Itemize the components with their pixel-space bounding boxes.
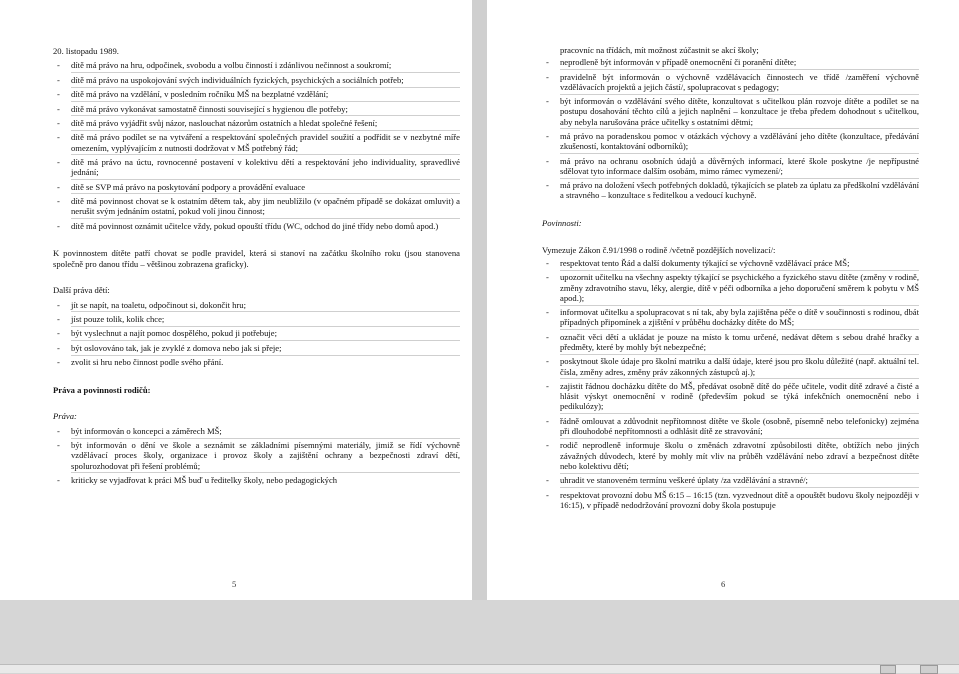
list-item-text: dítě má právo na vzdělání, v posledním ročníku MŠ na bezplatné vzdělání; [71,89,329,100]
parent-rights-list-left [53,426,460,485]
item-separator [71,355,460,356]
dash-bullet: - [546,57,549,68]
list-item [53,328,460,338]
item-separator [71,326,460,327]
parent-duties-list [542,258,919,510]
item-separator [71,193,460,194]
list-item [542,332,919,352]
item-separator [71,438,460,439]
list-item [53,89,460,99]
item-separator [560,354,919,355]
item-separator [560,438,919,439]
item-separator [560,413,919,414]
list-item [53,357,460,367]
dash-bullet: - [546,475,549,486]
list-item-text: respektovat provozní dobu MŠ 6:15 – 16:15 (tzn. vyzvednout dítě a opouštět budovu školy nejpozději v 16:15), v případě nedodržování provozní doby škola postupuje [560,489,919,510]
list-item [53,440,460,471]
dash-bullet: - [57,117,60,128]
dash-bullet: - [546,71,549,82]
view-print-icon[interactable] [920,665,938,674]
parents-heading: Práva a povinnosti rodičů: [53,384,151,395]
list-item [53,196,460,216]
dash-bullet: - [57,342,60,353]
list-item-text: má právo na ochranu osobních údajů a důvěrných informací, které škole poskytne /je nepřípustné sdělovat tyto informace dalším osobám, mimo rámec vymezení/; [560,155,919,176]
dash-bullet: - [546,356,549,367]
list-item-text: má právo na doložení všech potřebných dokladů, týkajících se plateb za úplatu za předškolní vzdělávání a stravného – konzultace s ředitelkou a vedoucí kuchyně. [560,180,919,201]
list-item [53,475,460,485]
dash-bullet: - [57,313,60,324]
list-item-text: pravidelně být informován o výchovně vzdělávacích činnostech ve třídě /zaměření výchovně vzdělávacích projektů a jejich částí/, spolupracovat s pedagogy; [560,71,919,92]
list-item-text: dítě má povinnost chovat se k ostatním dětem tak, aby jim neublížilo (v opačném případě se dokázat omluvit) a nerušit svým jednáním ostatní, pokud volí jinou činnost; [71,195,460,217]
dash-bullet: - [546,180,549,191]
duties-intro: Vymezuje Zákon č.91/1998 o rodině /včetně pozdějších novelizací/: [542,244,776,255]
list-item [542,131,919,151]
list-item [542,180,919,200]
item-separator [560,487,919,488]
dash-bullet: - [546,380,549,391]
list-item-text: dítě má právo vyjádřit svůj názor, naslouchat názorům ostatních a hledat společné řešení; [71,117,378,128]
item-separator [71,115,460,116]
list-item-text: dítě má právo na hru, odpočinek, svobodu a volbu činností i zdánlivou nečinnost a soukromí; [71,60,392,71]
list-item-text: dítě má právo podílet se na vytváření a respektování společných pravidel soužití a podřídit se v nezbytné míře omezením, vyplývajícím z nutnosti dodržovat v MŠ potřebný řád; [71,132,460,153]
dash-bullet: - [57,103,60,114]
item-separator [560,94,919,95]
list-item [53,104,460,114]
item-separator [560,270,919,271]
other-rights-heading: Další práva dětí: [53,285,110,296]
list-item-text: kriticky se vyjadřovat k práci MŠ buď u ředitelky školy, nebo pedagogických [71,474,338,485]
dash-bullet: - [57,299,60,310]
list-item [542,156,919,176]
list-item [542,356,919,376]
list-item-text: dítě má povinnost oznámit učitelce vždy, pokud opouští třídu (WC, odchod do jiné třídy nebo domů apod.) [71,220,439,231]
list-item-text: zajistit řádnou docházku dítěte do MŠ, předávat osobně dítě do péče učitele, vodit dítě zdravé a čisté a hlásit výskyt onemocnění v rodině (především pokud se týká infekčních onemocnění nebo i pedikulózy); [560,380,919,412]
list-item-text: jít se napít, na toaletu, odpočinout si, dokončit hru; [71,299,246,310]
continued-line: pracovníc na třídách, mít možnost zúčastnit se akcí školy; [560,45,759,55]
list-item [53,157,460,177]
page-left [0,0,472,600]
dash-bullet: - [546,415,549,426]
rights-subheading: Práva: [53,411,77,422]
list-item [53,132,460,152]
intro-date-line: 20. listopadu 1989. [53,46,119,56]
dash-bullet: - [57,60,60,71]
list-item-text: označit věci dětí a ukládat je pouze na místo k tomu určené, nedávat dětem s sebou drahé hračky a předměty, které by mohly být nebezpečné; [560,331,919,352]
list-item-text: rodič neprodleně informuje školu o změnách zdravotní způsobilosti dítěte, obtížích nebo jiných závažných důvodech, které by mohly mít vliv na průběh vzdělávání nebo zdraví a bezpečnost dítěte nebo kolektivu dětí; [560,440,919,471]
list-item-text: zvolit si hru nebo činnost podle svého přání. [71,357,224,368]
dash-bullet: - [546,307,549,318]
parent-rights-list-right [542,57,919,200]
dash-bullet: - [57,181,60,192]
list-item-text: má právo na poradenskou pomoc v otázkách výchovy a vzdělávání jeho dítěte (konzultace, předávání zkušeností, kontaktování odborníků); [560,130,919,152]
list-item [542,72,919,92]
duties-paragraph: K povinnostem dítěte patří chovat se podle pravidel, která si stanoví na začátku školního roku (jsou stanovena společně pro danou třídu – většinou zobrazena graficky). [53,248,460,269]
list-item [542,475,919,485]
item-separator [560,473,919,474]
list-item-text: informovat učitelku a spolupracovat s ní tak, aby byla zajištěna péče o dítě v součinnosti s rodinou, dbát případných připomínek a zjištění v průběhu docházky dítěte do MŠ; [560,307,919,328]
list-item [542,258,919,268]
item-separator [71,218,460,219]
dash-bullet: - [546,155,549,166]
dash-bullet: - [546,331,549,342]
item-separator [71,87,460,88]
item-separator [71,101,460,102]
item-separator [71,130,460,131]
item-separator [71,72,460,73]
list-item-text: dítě má právo na úctu, rovnocenné postavení v kolektivu dětí a respektování jeho individuality, spravedlivé jednání; [71,156,460,178]
item-separator [560,305,919,306]
list-item-text: dítě se SVP má právo na poskytování podpory a provádění evaluace [71,181,306,192]
child-rights-list [53,60,460,230]
other-rights-list [53,300,460,368]
dash-bullet: - [546,489,549,500]
dash-bullet: - [546,272,549,283]
item-separator [560,329,919,330]
dash-bullet: - [57,328,60,339]
viewer-background [0,600,959,672]
list-item [542,96,919,127]
list-item-text: být informován o dění ve škole a seznámit se základními písemnými materiály, jimiž se řídí výchovně vzdělávací proces školy, organizace i provoz školy a zajištění ochrany a bezpečnosti zdraví dětí, spolurozhodovat při řešení problémů; [71,440,460,471]
item-separator [71,154,460,155]
list-item [53,426,460,436]
item-separator [71,311,460,312]
list-item [542,381,919,412]
list-item-text: být informován o vzdělávání svého dítěte, konzultovat s učitelkou plán rozvoje dítěte a podílet se na postupu dosahování těchto cílů a jejich naplnění – konzultace je třeba předem dohodnout s učitelkou, aby nebyla narušována práce učitelky s ostatními dětmi; [560,96,919,127]
item-separator [71,340,460,341]
dash-bullet: - [57,132,60,143]
dash-bullet: - [546,130,549,141]
page-gap [472,0,487,600]
list-item-text: být oslovováno tak, jak je zvyklé z domova nebo jak si přeje; [71,342,282,353]
dash-bullet: - [57,425,60,436]
dash-bullet: - [546,257,549,268]
page-right [487,0,959,600]
dash-bullet: - [57,220,60,231]
list-item-text: uhradit ve stanoveném termínu veškeré úplaty /za vzdělávání a stravné/; [560,475,808,486]
list-item [53,75,460,85]
list-item-text: upozornit učitelku na všechny aspekty týkající se psychického a fyzického stavu dítěte (změny v rodině, změny zdravotního stavu, léky, alergie, dítě v péči odborníka a jeho doporučení směrem k pobytu v MŠ apod.); [560,272,919,303]
list-item [53,60,460,70]
list-item [542,57,919,67]
dash-bullet: - [57,357,60,368]
list-item [53,300,460,310]
dash-bullet: - [57,74,60,85]
dash-bullet: - [57,440,60,451]
list-item [53,221,460,231]
list-item [53,314,460,324]
item-separator [560,128,919,129]
list-item-text: respektovat tento Řád a další dokumenty týkající se výchovně vzdělávací práce MŠ; [560,257,850,268]
list-item-text: řádně omlouvat a zdůvodnit nepřítomnost dítěte ve škole (osobně, písemně nebo telefonicky) zejména při dlouhodobé nepřítomnosti a odhlásit dítě ze stravování; [560,415,919,436]
list-item-text: neprodleně být informován v případě onemocnění či poranění dítěte; [560,57,797,68]
list-item [542,272,919,303]
item-separator [71,472,460,473]
dash-bullet: - [57,195,60,206]
list-item-text: být vyslechnut a najít pomoc dospělého, pokud ji potřebuje; [71,328,277,339]
view-layout-icon[interactable] [880,665,896,674]
list-item-text: jíst pouze tolik, kolik chce; [71,313,165,324]
item-separator [560,378,919,379]
dash-bullet: - [57,474,60,485]
list-item [542,440,919,471]
item-separator [560,153,919,154]
item-separator [560,69,919,70]
dash-bullet: - [57,156,60,167]
list-item [542,490,919,510]
list-item [53,343,460,353]
list-item [542,307,919,327]
page-number-left: 5 [232,579,237,589]
list-item-text: být informován o koncepci a záměrech MŠ; [71,425,222,436]
dash-bullet: - [546,96,549,107]
list-item-text: dítě má právo vykonávat samostatně činnosti související s hygienou dle potřeby; [71,103,348,114]
list-item-text: poskytnout škole údaje pro školní matriku a další údaje, které jsou pro školu důležité (např. aktuální tel. čísla, změny adres, změny práv zákonných zástupců aj.); [560,356,919,377]
list-item [53,182,460,192]
list-item [542,416,919,436]
item-separator [560,178,919,179]
dash-bullet: - [546,440,549,451]
list-item [53,118,460,128]
duties-subheading: Povinnosti: [542,218,582,229]
item-separator [71,179,460,180]
dash-bullet: - [57,89,60,100]
list-item-text: dítě má právo na uspokojování svých individuálních fyzických, psychických a sociálních potřeb; [71,74,404,85]
page-number-right: 6 [721,579,726,589]
